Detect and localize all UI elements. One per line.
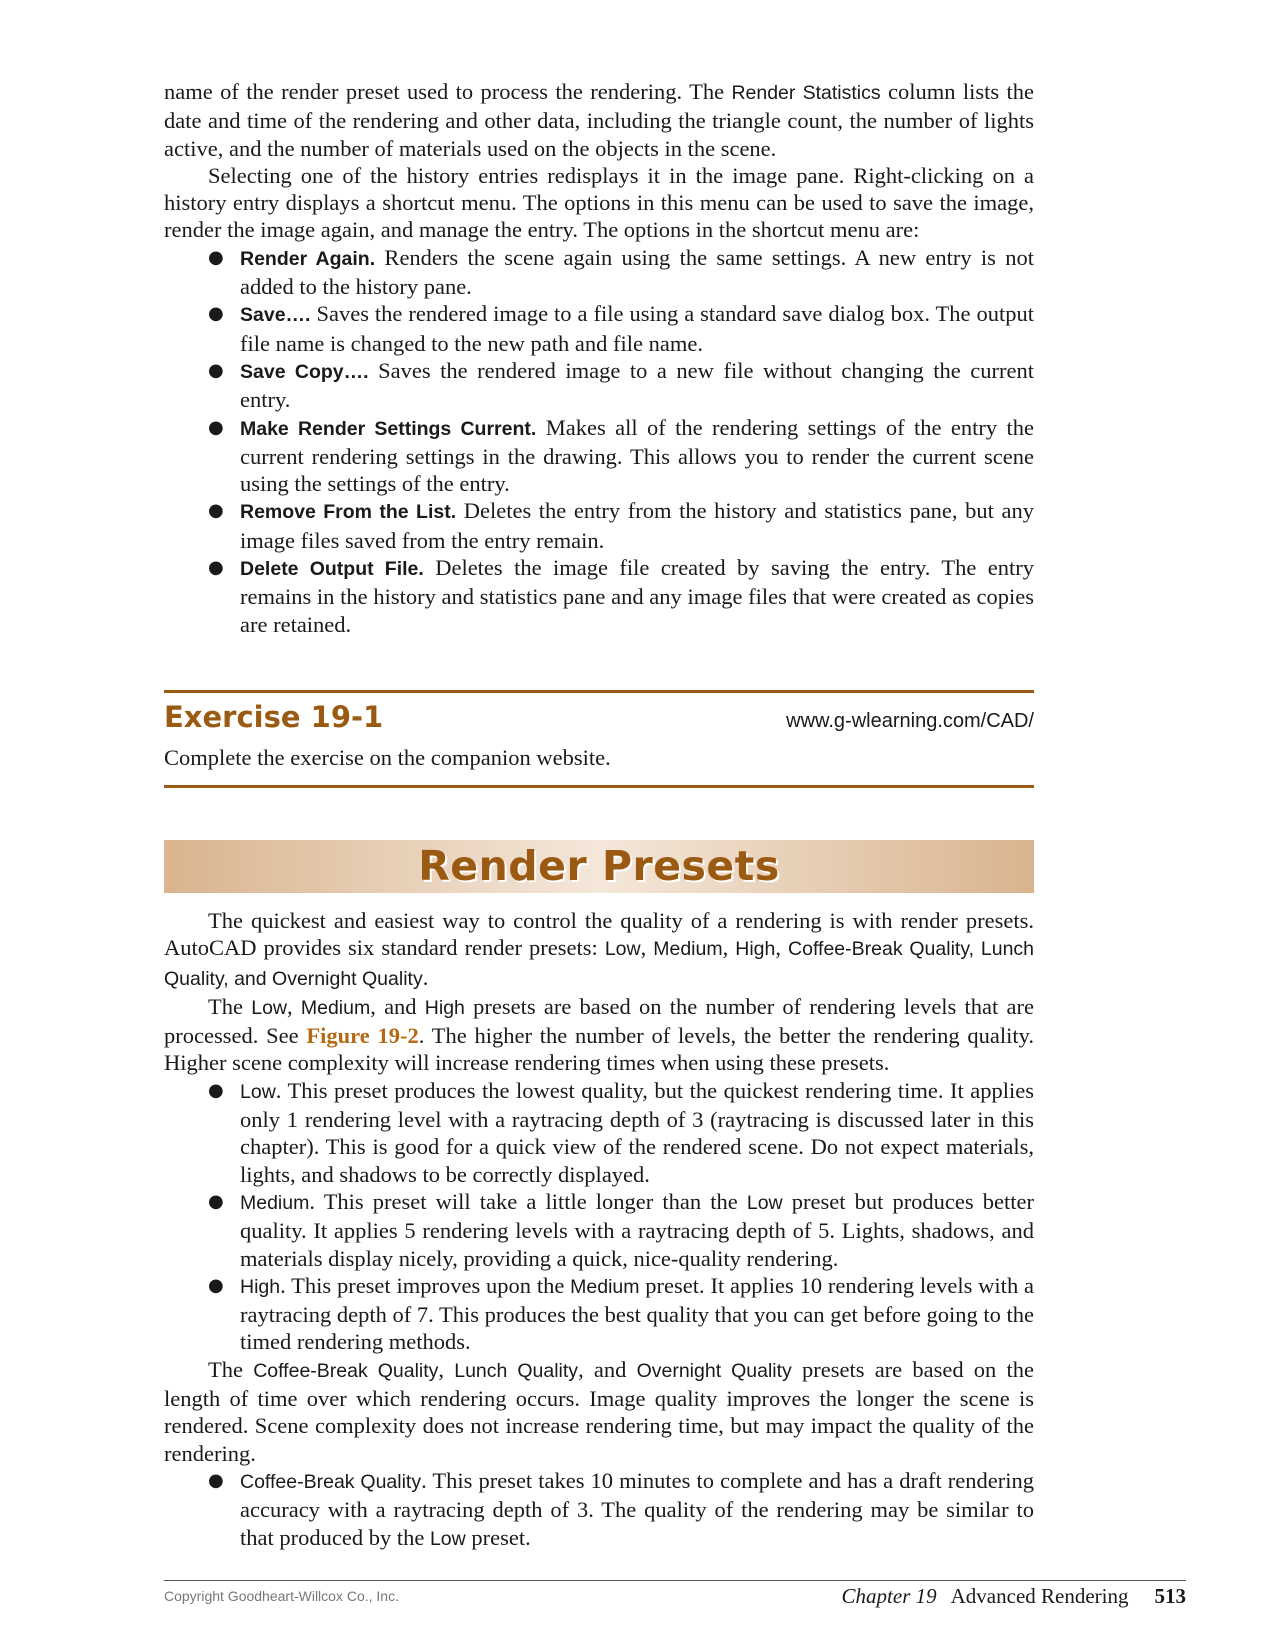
bullet-icon: ● [208, 246, 224, 268]
paragraph [164, 907, 1034, 993]
section-body [164, 907, 1034, 1553]
term: Low [604, 938, 641, 961]
bullet-icon: ● [208, 1274, 224, 1296]
bullet-icon: ● [208, 1190, 224, 1212]
text: The quickest and easiest way to control the quality of a rendering is with render presets. AutoCAD provides six standard render presets: [164, 908, 1034, 961]
list-item [164, 1188, 1034, 1272]
shortcut-menu-options-list [164, 244, 1034, 638]
text: The [208, 993, 252, 1019]
text: . [422, 964, 429, 990]
text: Saves the rendered image to a new file without changing the current entry. [240, 357, 1034, 413]
term: Low [429, 1527, 466, 1550]
term: Overnight Quality [636, 1359, 792, 1382]
term: Coffee-Break Quality [253, 1359, 439, 1382]
paragraph [164, 1356, 1034, 1467]
text: , and [370, 993, 425, 1019]
text: Makes all of the rendering settings of the entry the current rendering settings in the drawing. This allows you to render the current scene using the settings of the entry. [240, 414, 1034, 497]
level-presets-list [164, 1077, 1034, 1356]
bullet-icon: ● [208, 1469, 224, 1491]
term: High [240, 1275, 281, 1298]
text: preset. [465, 1524, 531, 1550]
exercise-box [164, 690, 1034, 788]
text: . This preset improves upon the [280, 1272, 571, 1298]
list-item [164, 1077, 1034, 1188]
text: presets are based on the length of time over which rendering occurs. Image quality improves the longer the scene is rendered. Scene complexity does not increase rendering time, but may impact the quality of the rendering. [164, 1356, 1034, 1466]
term: Make Render Settings Current. [240, 417, 537, 440]
section-banner [164, 840, 1034, 893]
text: , [775, 935, 789, 961]
list-item [164, 554, 1034, 638]
running-footer [842, 1584, 1186, 1609]
page-number: 513 [1154, 1584, 1186, 1608]
text: preset but produces better quality. It applies 5 rendering levels with a raytracing depth of 5. Lights, shadows, and materials display nicely, providing a quick, nice-quality rendering. [240, 1188, 1034, 1271]
list-item [164, 357, 1034, 414]
timed-presets-list [164, 1467, 1034, 1553]
list-item [164, 1467, 1034, 1553]
text: . This preset takes 10 minutes to complete and has a draft rendering accuracy with a raytracing depth of 3. The quality of the rendering may be similar to that produced by the [240, 1467, 1034, 1550]
text: , [722, 935, 736, 961]
term: Coffee-Break Quality [240, 1470, 422, 1493]
list-item [164, 414, 1034, 498]
term: Remove From the List. [240, 501, 457, 524]
chapter-title: Advanced Rendering [950, 1584, 1129, 1608]
text: , [968, 938, 981, 961]
paragraph [164, 78, 1034, 162]
term: Overnight Quality [272, 967, 423, 990]
footer-divider [164, 1580, 1186, 1581]
chapter-label: Chapter 19 [841, 1584, 937, 1608]
term: High [424, 996, 465, 1019]
list-item [164, 1272, 1034, 1356]
bullet-icon: ● [208, 557, 224, 579]
term: Render Again. [240, 247, 376, 270]
term: Save…. [240, 304, 311, 327]
bullet-icon: ● [208, 500, 224, 522]
list-item [164, 300, 1034, 357]
text: Renders the scene again using the same settings. A new entry is not added to the history pane. [240, 244, 1034, 300]
term: Lunch Quality [454, 1359, 579, 1382]
text: column lists the date and time of the rendering and other data, including the triangle count, the number of lights active, and the number of materials used on the objects in the scene. [164, 79, 1034, 161]
figure-link[interactable]: Figure 19-2 [306, 1023, 419, 1049]
term: Render Statistics [731, 82, 881, 104]
text: . This preset will take a little longer than the [309, 1188, 747, 1214]
text: name of the render preset used to process the rendering. The [164, 79, 732, 104]
exercise-url: www.g-wlearning.com/CAD/ [786, 710, 1034, 732]
term: Coffee-Break Quality [788, 938, 969, 961]
text: . This preset produces the lowest quality, but the quickest rendering time. It applies only 1 rendering level with a raytracing depth of 3 (raytracing is discussed later in this chapter). This is good for a quick view of the rendered scene. Do not expect materials, lights, and shadows to be correctly displayed. [240, 1077, 1034, 1187]
text: , [640, 935, 654, 961]
term: Medium [240, 1191, 310, 1214]
text: , and [223, 967, 273, 990]
copyright: Copyright Goodheart-Willcox Co., Inc. [164, 1588, 399, 1604]
term: High [735, 938, 776, 961]
term: Medium [570, 1275, 640, 1298]
term: Lunch Quality [164, 938, 1035, 990]
text: Deletes the image file created by saving the entry. The entry remains in the history and statistics pane and any image files that were created as copies are retained. [240, 555, 1034, 637]
list-item [164, 244, 1034, 301]
bullet-icon: ● [208, 1079, 224, 1101]
top-text-block [164, 78, 1034, 638]
exercise-text: Complete the exercise on the companion website. [164, 745, 611, 770]
term: Low [251, 996, 287, 1019]
text: , and [578, 1356, 637, 1382]
exercise-title: Exercise 19-1 [164, 700, 384, 734]
text: , [438, 1356, 455, 1382]
text: Deletes the entry from the history and statistics pane, but any image files saved from the entry remain. [240, 498, 1034, 553]
term: Medium [653, 938, 723, 961]
text: . The higher the number of levels, the better the rendering quality. Higher scene complexity will increase rendering times when using these presets. [164, 1023, 1034, 1076]
bullet-icon: ● [208, 416, 224, 438]
text: The [208, 1356, 254, 1382]
section-title: Render Presets [418, 842, 780, 890]
bullet-icon: ● [208, 303, 224, 325]
list-item [164, 497, 1034, 554]
text: preset. It applies 10 rendering levels with a raytracing depth of 7. This produces the best quality that you can get before going to the timed rendering methods. [240, 1272, 1034, 1355]
text: , [287, 993, 301, 1019]
text: presets are based on the number of rendering levels that are processed. See [164, 993, 1034, 1049]
text: Saves the rendered image to a file using a standard save dialog box. The output file name is changed to the new path and file name. [240, 301, 1034, 356]
paragraph [164, 993, 1034, 1077]
bullet-icon: ● [208, 359, 224, 381]
term: Low [240, 1080, 276, 1103]
term: Delete Output File. [240, 558, 424, 581]
paragraph: Selecting one of the history entries redisplays it in the image pane. Right-clicking on a history entry displays a shortcut menu. The options in this menu can be used to save the image, render the image again, and manage the entry. The options in the shortcut menu are: [164, 162, 1034, 243]
term: Medium [300, 996, 371, 1019]
term: Low [746, 1191, 783, 1214]
term: Save Copy…. [240, 360, 369, 383]
